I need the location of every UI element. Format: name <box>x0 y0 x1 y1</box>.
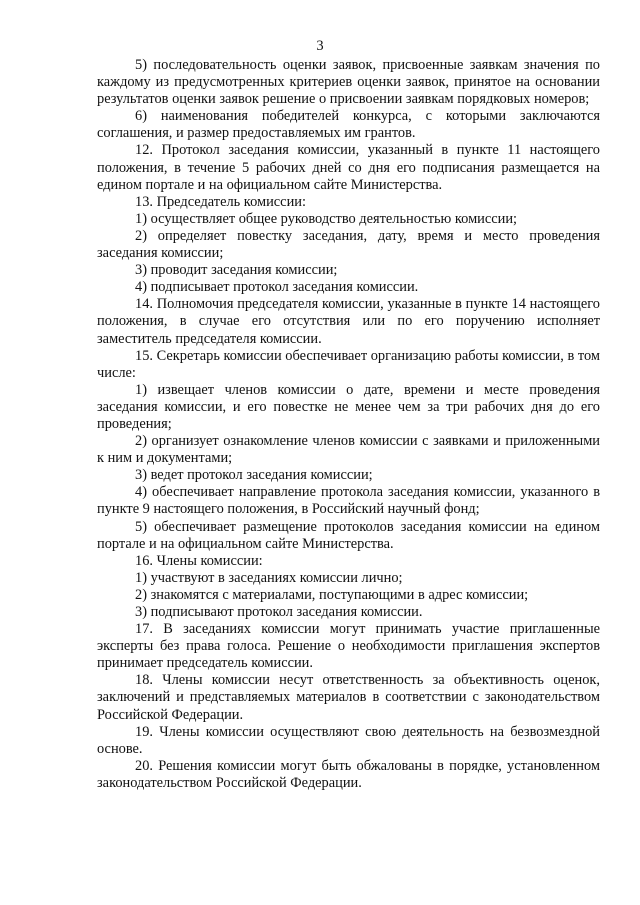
paragraph-chair-duty-3: 3) проводит заседания комиссии; <box>135 262 338 279</box>
paragraph-member-duty-3: 3) подписывают протокол заседания комиссии. <box>135 604 423 620</box>
paragraph-clause-17: 17. В заседаниях комиссии могут принимать участие приглашенные эксперты без права голоса. Решение о необходимости приглашения экспертов принимает председатель комиссии. <box>97 621 600 672</box>
paragraph-clause-16: 16. Члены комиссии: <box>135 552 263 569</box>
paragraph-member-duty-2: 2) знакомятся с материалами, поступающими в адрес комиссии; <box>135 586 529 603</box>
page-number: 3 <box>316 38 324 54</box>
paragraph-chair-duty-2: 2) определяет повестку заседания, дату, время и место проведения заседания комиссии; <box>97 227 600 262</box>
paragraph-clause-19: 19. Члены комиссии осуществляют свою деятельность на безвозмездной основе. <box>97 723 600 757</box>
paragraph-chair-duty-1: 1) осуществляет общее руководство деятельностью комиссии; <box>135 210 518 227</box>
paragraph-secretary-duty-5: 5) обеспечивает размещение протоколов заседания комиссии на едином портале и на официальном сайте Министерства. <box>97 518 600 552</box>
paragraph-secretary-duty-2: 2) организует ознакомление членов комиссии с заявками и приложенными к ним и документами; <box>97 433 600 467</box>
paragraph-chair-duty-4: 4) подписывает протокол заседания комиссии. <box>135 279 419 296</box>
document-body <box>97 57 600 792</box>
paragraph-item-5-evaluation-sequence: 5) последовательность оценки заявок, присвоенные заявкам значения по каждому из предусмотренных критериев оценки заявок, принятое на основании результатов оценки заявок решение о присвоении заявкам порядковых номеров; <box>97 57 600 108</box>
paragraph-member-duty-1: 1) участвуют в заседаниях комиссии лично; <box>135 569 403 586</box>
paragraph-clause-20: 20. Решения комиссии могут быть обжалованы в порядке, установленном законодательством Российской Федерации. <box>97 757 600 791</box>
paragraph-clause-14: 14. Полномочия председателя комиссии, указанные в пункте 14 настоящего положения, в случае его отсутствия или по его поручению исполняет заместитель председателя комиссии. <box>97 296 600 347</box>
paragraph-clause-12: 12. Протокол заседания комиссии, указанный в пункте 11 настоящего положения, в течение 5 рабочих дней со дня его подписания размещается на едином портале и на официальном сайте Министерства. <box>97 142 600 193</box>
paragraph-secretary-duty-1: 1) извещает членов комиссии о дате, времени и месте проведения заседания комиссии, и его повестке не менее чем за три рабочих дня до его проведения; <box>97 381 600 432</box>
paragraph-secretary-duty-4: 4) обеспечивает направление протокола заседания комиссии, указанного в пункте 9 настоящего положения, в Российский научный фонд; <box>97 484 600 518</box>
paragraph-clause-13: 13. Председатель комиссии: <box>135 193 306 210</box>
paragraph-secretary-duty-3: 3) ведет протокол заседания комиссии; <box>135 467 373 484</box>
paragraph-clause-15: 15. Секретарь комиссии обеспечивает организацию работы комиссии, в том числе: <box>97 347 600 381</box>
paragraph-item-6-winners: 6) наименования победителей конкурса, с которыми заключаются соглашения, и размер предоставляемых им грантов. <box>97 108 600 142</box>
paragraph-clause-18: 18. Члены комиссии несут ответственность за объективность оценок, заключений и представляемых материалов в соответствии с законодательством Российской Федерации. <box>97 672 600 723</box>
